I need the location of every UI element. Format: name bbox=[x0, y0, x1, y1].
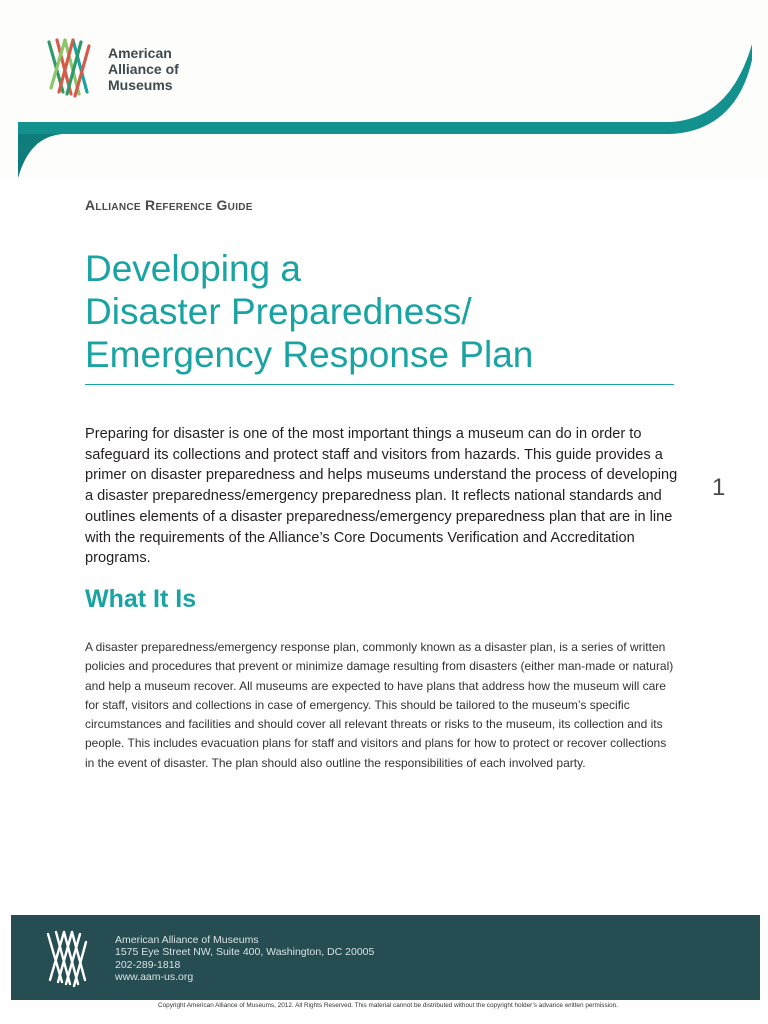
aam-lattice-logo-icon bbox=[46, 34, 92, 100]
logo-line-3: Museums bbox=[108, 77, 173, 93]
title-line-2: Disaster Preparedness/ bbox=[85, 291, 472, 332]
section-heading: What It Is bbox=[85, 585, 197, 613]
title-line-3: Emergency Response Plan bbox=[85, 334, 534, 375]
aam-logo-wordmark bbox=[108, 45, 179, 93]
footer-website-link[interactable]: www.aam-us.org bbox=[115, 971, 194, 984]
document-eyebrow: Alliance Reference Guide bbox=[85, 197, 253, 213]
logo-line-2: Alliance of bbox=[108, 61, 179, 77]
footer-contact bbox=[115, 934, 374, 984]
copyright-notice: Copyright American Alliance of Museums, 2012. All Rights Reserved. This material cannot be distributed without the copyright holder’s advance written permission. bbox=[157, 1002, 618, 1009]
footer-bar bbox=[11, 915, 760, 1000]
intro-paragraph: Preparing for disaster is one of the most important things a museum can do in order to safeguard its collections and protect staff and visitors from hazards. This guide provides a primer on disaster preparedness and helps museums understand the process of developing a disaster preparedness/emergency preparedness plan. It reflects national standards and outlines elements of a disaster preparedness/emergency preparedness plan that are in line with the requirements of the Alliance’s Core Documents Verification and Accreditation programs. bbox=[85, 426, 678, 567]
footer-phone[interactable]: 202-289-1818 bbox=[115, 958, 181, 971]
document-title bbox=[85, 247, 685, 376]
aam-logo[interactable] bbox=[46, 34, 206, 104]
logo-line-1: American bbox=[108, 45, 172, 61]
footer-org: American Alliance of Museums bbox=[115, 934, 259, 946]
section-body: A disaster preparedness/emergency response plan, commonly known as a disaster plan, is a series of written policies and procedures that prevent or minimize damage resulting from disasters (either man-made or natural) and help a museum recover. All museums are expected to have plans that address how the museum will care for staff, visitors and collections in case of emergency. This should be tailored to the museum’s specific circumstances and facilities and should cover all relevant threats or risks to the museum, its collection and its people. This includes evacuation plans for staff and visitors and plans for how to protect or recover collections in the event of disaster. The plan should also outline the responsibilities of each involved party. bbox=[85, 640, 674, 770]
page-number: 1 bbox=[712, 474, 726, 501]
aam-lattice-white-icon bbox=[43, 928, 89, 988]
title-divider bbox=[85, 384, 674, 385]
footer-address: 1575 Eye Street NW, Suite 400, Washington, DC 20005 bbox=[115, 946, 375, 959]
title-line-1: Developing a bbox=[85, 248, 301, 289]
